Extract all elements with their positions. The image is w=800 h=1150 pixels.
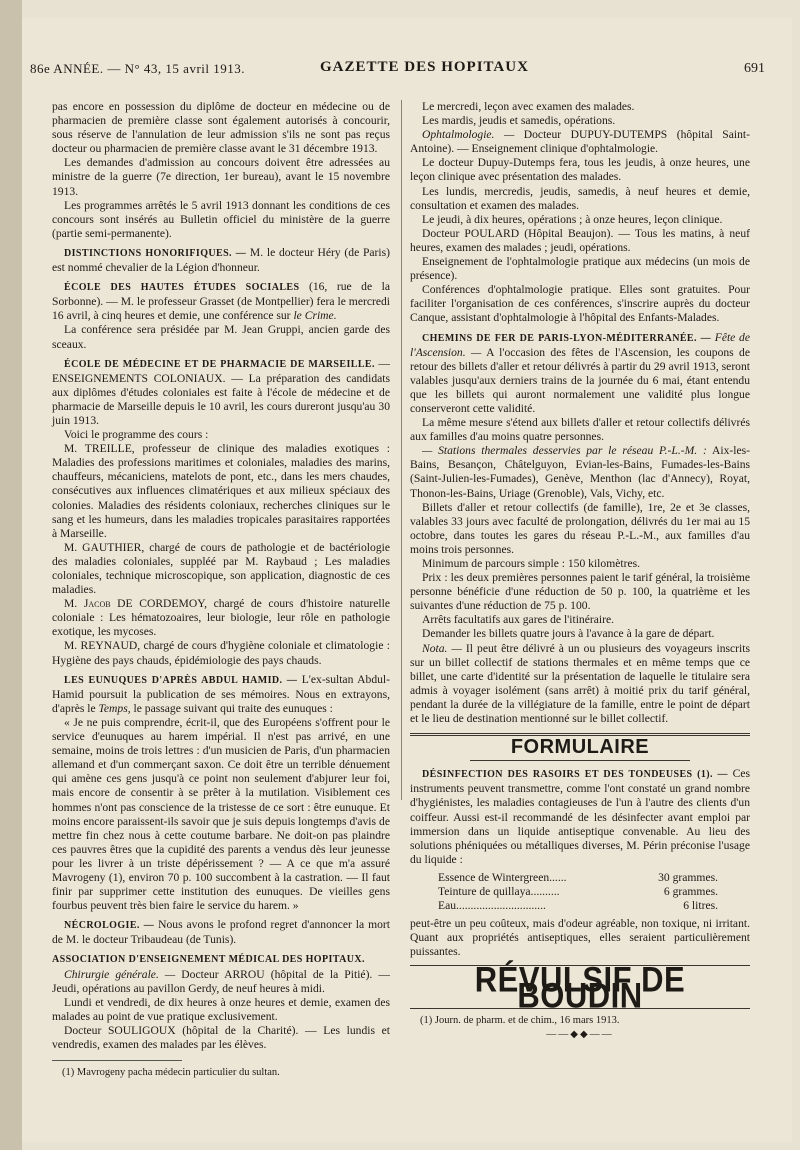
quotation: « Je ne puis comprendre, écrit-il, que des Européens s'offrent pour le service d'eunuques au harem impérial. Il n'est pas arrivé, en une semaine, moins de trois lettres : d'un musicien de Paris, d'un pharmacien allemand et d'un commerçant saxon. Ce doit être un terrible dénuement qui amène ces gens jusqu'à ce point non seulement d'abjurer leur foi, mais encore de consentir à se prêter à la mutilation. Visiblement ces hommes n'ont pas conscience de la tristesse de ce sort : être eunuque. Et moins encore paraissent-ils savoir que je suis depuis longtemps d'avis de mettre fin chez nous à cette coutume barbare. Ne doit-on pas plaindre ces pauvres êtres que la cupidité des parents a vendus dès leur jeunesse pour les livrer à un triste dépérissement ? — A ce que m'a assuré Mavrogeny (1), environ 70 p. 100 succombent à la castration. — Il faut finir par supprimer cette institution des eunuques. De vieilles gens fourbus peuvent très bien faire le service du harem. » (52, 715, 390, 913)
paragraph: Minimum de parcours simple : 150 kilomètres. (422, 557, 640, 570)
course-item (52, 597, 390, 639)
section-heading: NÉCROLOGIE. — (64, 920, 155, 932)
ingredient-qty: 6 grammes. (663, 884, 718, 898)
specialty-label: Chirurgie générale. — (64, 967, 176, 981)
paragraph: Prix : les deux premières personnes paient le tarif général, la troisième personne bénéficie d'une réduction de 50 p. 100, la quatrième et les suivantes d'une réduction de 75 p. 100. (410, 571, 750, 613)
ingredient-qty: 6 litres. (683, 898, 718, 912)
course-text: professeur de clinique des maladies exotiques : Maladies des professions maritimes et coloniales, maladies des marins, chauffeurs, mécaniciens, matelots de pont, etc., dans les mers chaudes, consécutives aux influences climatériques et aux milieux spéciaux des colonies. Maladies des résidents coloniaux, recherches cliniques sur le sang et les humeurs, dans les maladies tropicales parasitaires rapportées à Marseille. (52, 442, 390, 540)
course-item (52, 541, 390, 597)
nota-text: Il peut être délivré à un ou plusieurs des voyageurs inscrits sur un billet collectif de stations thermales et en même temps que ce billet, une carte d'identité sur la présentation de laquelle le titulaire sera admis à voyager isolément (sans arrêt) à moitié prix du tarif général, pendant la durée de la villégiature de la famille, entre le point de départ et le lieu de destination mentionné sur le billet collectif. (410, 641, 750, 726)
section-marseille (52, 357, 390, 428)
section-association (52, 952, 390, 967)
recipe-row (438, 871, 718, 885)
paragraph: Voici le programme des cours : (64, 428, 209, 442)
section-heading: ÉCOLE DE MÉDECINE ET DE PHARMACIE DE MARSEILLE. (64, 358, 375, 370)
paragraph: Arrêts facultatifs aux gares de l'itinéraire. (422, 613, 615, 627)
professor-name: M. REYNAUD, (64, 639, 141, 653)
paragraph: Docteur POULARD (Hôpital Beaujon). — Tous les matins, à neuf heures, examen des malades ; jeudi, opérations. (410, 226, 750, 254)
section-heading: ASSOCIATION D'ENSEIGNEMENT MÉDICAL DES HOPITAUX. (52, 954, 365, 966)
paragraph: Le docteur Dupuy-Dutemps fera, tous les jeudis, à onze heures, une leçon clinique avec présentation des malades. (410, 156, 750, 184)
section-heading: DÉSINFECTION DES RASOIRS ET DES TONDEUSES (1). — (422, 769, 728, 781)
course-item (52, 639, 390, 667)
section-desinfection (410, 767, 750, 867)
page-header (30, 55, 765, 83)
page-binding-edge (0, 0, 22, 1150)
left-column (52, 100, 390, 1080)
section-text: le passage suivant qui traite des eunuques : (133, 701, 333, 715)
end-ornament: ——◆◆—— (546, 1029, 614, 1041)
section-heading: ÉCOLE DES HAUTES ÉTUDES SOCIALES (64, 282, 300, 294)
nota-label: Nota. — (422, 641, 462, 655)
paragraph: pas encore en possession du diplôme de docteur en médecine ou de pharmacien de première classe sont également autorisés à concourir, sous réserve de l'annulation de leur admission s'ils ne sont pas reçus docteur ou pharmacien de première classe avant le 31 décembre 1913. (52, 100, 390, 156)
section-text: (16, rue de la Sorbonne). — M. le professeur Grasset (de Montpellier) fera le mercredi 16 avril, à cinq heures et demie, une conférence sur (52, 280, 390, 323)
section-subheading: — ENSEIGNEMENTS COLONIAUX. — (52, 356, 390, 385)
section-text: Nous avons le profond regret d'annoncer la mort de M. le docteur Tribaudeau (de Tunis). (52, 918, 390, 947)
footnote-rule (52, 1060, 182, 1061)
advertisement-banner: RÉVULSIF DE BOUDIN (474, 959, 686, 1016)
section-distinctions (52, 246, 390, 275)
section-plm (410, 331, 750, 417)
paragraph: Billets d'aller et retour collectifs (de famille), 1re, 2e et 3e classes, valables 33 jours avec faculté de prolongation, délivrés du 1er mai au 15 octobre, dans toutes les gares du réseau P.-L.-M., aux familles d'au moins trois personnes. (410, 500, 750, 556)
course-text: chargé de cours d'histoire naturelle coloniale : Les hématozoaires, leur biologie, leur rôle en pathologie exotique, les mycoses. (52, 597, 390, 639)
professor-name: M. TREILLE, (64, 442, 135, 456)
course-text: chargé de cours de pathologie et de bactériologie des maladies coloniales, suppléé par M. Raybaud ; Les maladies coloniales, technique microscopique, son application, diagnostic de ces maladies. (52, 540, 390, 597)
course-text: Docteur DUPUY-DUTEMPS (hôpital Saint-Antoine). — Enseignement clinique d'ophtalmologie. (410, 128, 750, 156)
recipe-row (438, 885, 718, 899)
paragraph: Les programmes arrêtés le 5 avril 1913 donnant les conditions de ces concours sont insérés au Bulletin officiel du ministère de la guerre (partie semi-permanente). (52, 198, 390, 240)
paragraph: Lundi et vendredi, de dix heures à onze heures et demie, examen des malades au point de vue pratique exclusivement. (52, 995, 390, 1023)
nota (410, 642, 750, 727)
page-number: 691 (744, 61, 765, 76)
section-ecole (52, 280, 390, 323)
course-item (52, 968, 390, 996)
paragraph: Docteur SOULIGOUX (hôpital de la Charité). — Les lundis et vendredis, examen des malades par les élèves. (52, 1023, 390, 1051)
paragraph: peut-être un peu coûteux, mais d'odeur agréable, non toxique, ni irritant. Quant aux propriétés antiseptiques, elles seraient particulièrement puissantes. (410, 916, 750, 959)
footnote: (1) Journ. de pharm. et de chim., 16 mars 1913. (420, 1015, 620, 1027)
paragraph: Les lundis, mercredis, jeudis, samedis, à neuf heures et demie, consultation et examen des malades. (410, 184, 750, 212)
section-text: La préparation des candidats aux diplômes d'études coloniales est faite à l'école de médecine et de pharmacie de Marseille depuis le 10 avril, les cours dureront jusqu'au 30 juin 1913. (52, 371, 390, 427)
professor-name: M. GAUTHIER, (64, 540, 145, 554)
ingredient-name: Eau............................... (438, 898, 546, 912)
stations-item (410, 444, 750, 500)
footnote: (1) Mavrogeny pacha médecin particulier du sultan. (62, 1067, 280, 1079)
course-item (52, 442, 390, 541)
event-label: Fête de l'Ascension. — (410, 330, 750, 359)
specialty-label: Ophtalmologie. — (422, 128, 515, 142)
source-name: Temps, (98, 701, 131, 715)
ingredient-name: Teinture de quillaya.......... (438, 884, 560, 898)
conference-title: le Crime. (293, 309, 337, 323)
section-eunuques (52, 673, 390, 716)
paragraph: Enseignement de l'ophtalmologie pratique aux médecins (un mois de présence). (410, 255, 750, 283)
section-heading: DISTINCTIONS HONORIFIQUES. — (64, 247, 247, 259)
section-heading: CHEMINS DE FER DE PARIS-LYON-MÉDITERRANÉE. — (422, 332, 711, 344)
section-necrologie (52, 918, 390, 947)
section-text: L'ex-sultan Abdul-Hamid poursuit la publication de ses mémoires. Nous en extrayons, d'après le (52, 672, 390, 715)
course-item (410, 128, 750, 156)
issue-info: 86e ANNÉE. — N° 43, 15 avril 1913. (30, 61, 246, 76)
journal-title: GAZETTE DES HOPITAUX (320, 59, 529, 75)
stations-label: — Stations thermales desservies par le réseau P.-L.-M. : (422, 444, 707, 458)
course-text: Docteur ARROU (hôpital de la Pitié). — Jeudi, opérations au pavillon Gerdy, de neuf heures à midi. (52, 967, 390, 995)
paragraph: Conférences d'ophtalmologie pratique. Elles sont gratuites. Pour faciliter l'organisation de ces conférences, s'inscrire auprès du docteur Canque, assistant d'ophtalmologie à l'hôpital des Enfants-Malades. (410, 283, 750, 325)
ingredient-qty: 30 grammes. (658, 870, 718, 884)
section-text: M. le docteur Héry (de Paris) est nommé chevalier de la Légion d'honneur. (52, 245, 391, 275)
course-text: chargé de cours d'hygiène coloniale et climatologie : Hygiène des pays chauds, épidémiologie des pays chauds. (52, 639, 390, 667)
paragraph: Le jeudi, à dix heures, opérations ; à onze heures, leçon clinique. (422, 212, 723, 226)
section-heading: LES EUNUQUES D'APRÈS ABDUL HAMID. — (64, 674, 298, 686)
paragraph: La conférence sera présidée par M. Jean Gruppi, ancien garde des sceaux. (52, 323, 390, 351)
right-column (410, 100, 750, 1043)
paragraph: Les demandes d'admission au concours doivent être adressées au ministre de la guerre (7e direction, 1er bureau), avant le 15 novembre 1913. (52, 156, 390, 198)
paragraph: Demander les billets quatre jours à l'avance à la gare de départ. (422, 627, 715, 641)
section-text: A l'occasion des fêtes de l'Ascension, les coupons de retour des billets d'aller et retour délivrés à partir du 29 avril 1913, seront valables jusqu'aux derniers trains de la journée du 6 mai, étant entendu que les billets qui auront normalement une validité plus longue conserveront cette validité. (410, 345, 750, 415)
paragraph: Les mardis, jeudis et samedis, opérations. (422, 114, 616, 128)
paragraph: Le mercredi, leçon avec examen des malades. (422, 100, 635, 113)
column-divider (401, 100, 402, 800)
professor-name: M. Jacob DE CORDEMOY, (64, 597, 207, 611)
recipe-list (438, 871, 718, 913)
section-text: Ces instruments peuvent transmettre, comme l'ont constaté un grand nombre d'hygiénistes, les maladies contagieuses de l'un à l'autre des clients d'un coiffeur. Aussi est-il recommandé de les désinfecter avant emploi par immersion dans un liquide antiseptique convenable. Au lieu des solutions phéniquées ou métalliques diverses, M. Périn préconise l'usage du liquide : (410, 767, 750, 866)
paragraph: La même mesure s'étend aux billets d'aller et retour collectifs délivrés aux familles d'au moins quatre personnes. (410, 416, 750, 444)
formulaire-heading: FORMULAIRE (510, 736, 650, 759)
stations-text: Aix-les-Bains, Besançon, Châtelguyon, Evian-les-Bains, Fumades-les-Bains (Saint-Julien-les-Fumades), Genève, Menthon (lac d'Annecy), Royat, Thonon-les-Bains, Uriage (Grenoble), Vals, Vichy, etc. (410, 444, 750, 500)
recipe-row (438, 899, 718, 913)
ingredient-name: Essence de Wintergreen...... (438, 870, 567, 884)
heading-rule (470, 760, 690, 761)
